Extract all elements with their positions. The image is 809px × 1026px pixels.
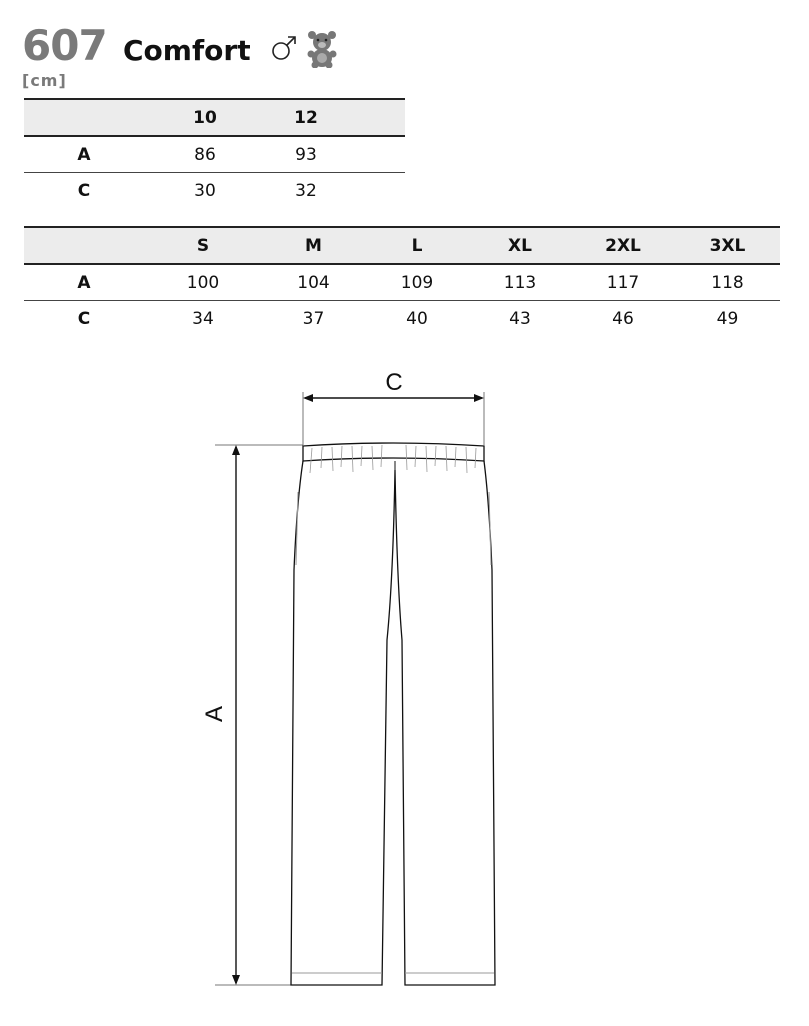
table-cell: 118 (675, 264, 780, 301)
column-spacer (346, 99, 405, 136)
column-header: 2XL (571, 227, 675, 264)
table-cell-empty (346, 136, 405, 173)
table-cell: 86 (144, 136, 266, 173)
size-table-adult (24, 226, 780, 336)
column-header: M (262, 227, 365, 264)
male-symbol-icon (270, 34, 298, 62)
row-label: A (24, 136, 144, 173)
table-cell: 49 (716, 308, 739, 329)
row-label: A (24, 264, 144, 301)
table-row (24, 136, 405, 173)
table-row (24, 301, 780, 337)
width-dimension (303, 369, 484, 445)
table-cell: 40 (406, 308, 428, 329)
table-cell: 113 (469, 264, 571, 301)
table-cell: 109 (365, 264, 469, 301)
row-label: C (77, 180, 91, 201)
product-name: Comfort (123, 34, 251, 67)
table-row (24, 264, 780, 301)
row-label: C (77, 308, 91, 329)
table-cell: 32 (295, 180, 317, 201)
table-cell: 117 (571, 264, 675, 301)
table-cell: 93 (266, 136, 346, 173)
table-cell: 37 (302, 308, 325, 329)
table-cell: 100 (144, 264, 262, 301)
pants-outline (291, 443, 495, 985)
table-cell: 43 (509, 308, 531, 329)
size-table-kids (24, 98, 405, 208)
table-cell: 46 (612, 308, 634, 329)
column-header: XL (469, 227, 571, 264)
table-cell: 30 (194, 180, 216, 201)
length-dimension (201, 445, 303, 985)
pants-technical-drawing (0, 340, 809, 1026)
column-header: 10 (144, 99, 266, 136)
length-dimension-label: A (201, 705, 228, 723)
product-code: 607 (22, 21, 107, 70)
column-header: 12 (266, 99, 346, 136)
column-header (24, 99, 144, 136)
table-header-row (24, 99, 405, 136)
column-header (24, 227, 144, 264)
table-cell-empty (346, 173, 405, 209)
table-header-row (24, 227, 780, 264)
table-cell: 34 (192, 308, 214, 329)
column-header: S (144, 227, 262, 264)
column-header: L (365, 227, 469, 264)
unit-label: [cm] (22, 71, 67, 90)
width-dimension-label: C (385, 369, 403, 396)
table-row (24, 173, 405, 209)
table-cell: 104 (262, 264, 365, 301)
column-header: 3XL (675, 227, 780, 264)
teddy-bear-icon (306, 30, 338, 68)
